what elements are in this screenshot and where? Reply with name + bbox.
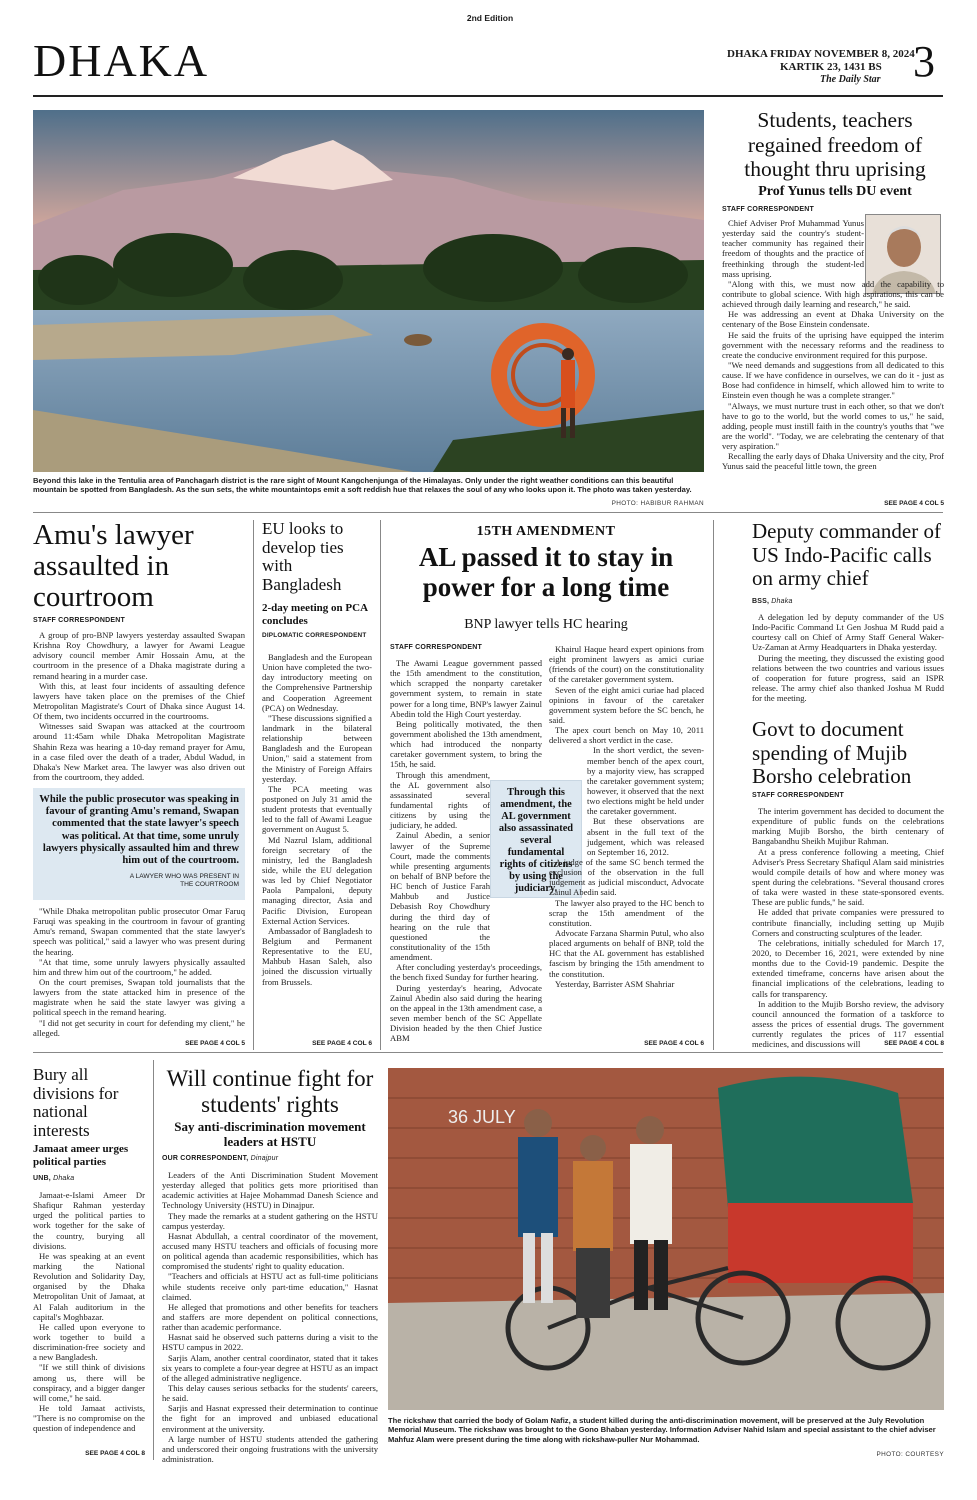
al-para-15: Yesterday, Barrister ASM Shahriar	[555, 978, 675, 989]
yunus-para-6: "Always, we must nurture trust in each other, so that we don't have to go to the world, but the world comes to us," he said, adding, people must instill faith in the country's youths that "we are the world". "Today, we are celebrating the centenary of that very aspiration."	[722, 400, 944, 452]
yunus-jump[interactable]: SEE PAGE 4 COL 5	[884, 500, 944, 507]
amu-para-4: "While Dhaka metropolitan public prosecutor Omar Faruq Faruqi was speaking in the courtroom in favour of granting Amu's remand, Swapan commented that the state lawyer's speech was political," said a lawyer who was present during the hearing.	[33, 906, 245, 957]
rickshaw-photo	[388, 1068, 944, 1410]
amu-pullquote-box	[33, 788, 245, 900]
amu-jump[interactable]: SEE PAGE 4 COL 5	[185, 1040, 245, 1047]
yunus-para-7: Recalling the early days of Dhaka University and the city, Prof Yunus said the peaceful little town, the green	[722, 451, 944, 472]
jamaat-para-2: He was speaking at an event marking the National Revolution and Solidarity Day, organised by the Dhaka Metropolitan Unit of Jamaat, at Al Falah auditorium in the capital's Moghbazar.	[33, 1250, 145, 1322]
jamaat-para-4: "If we still think of divisions among us, there will be conspiracy, and a bigger danger will come," he said.	[33, 1362, 145, 1403]
us-byline-agency: BSS	[752, 598, 767, 605]
al-body-col2	[549, 644, 704, 989]
yunus-para-3: He was addressing an event at Dhaka University on the centenary of the Bose Einstein condensate.	[722, 309, 944, 330]
us-para-1: A delegation led by deputy commander of the US Indo-Pacific Command Lt Gen Joshua M Rudd paid a courtesy call on Chief of Army Staff General Waker-Uz-Zaman at Army Headquarters in Dhaka yesterday.	[752, 612, 944, 653]
jamaat-headline: Bury all divisions for national interests	[33, 1065, 119, 1141]
al-pullquote: Through this amendment, the AL government also assassinated several fundamental rights of citizens by using the judiciary.	[498, 787, 574, 894]
mujib-para-4: The celebrations, initially scheduled for March 17, 2020, to December 16, 2021, were extended by nine months due to the Covid-19 pandemic. Despite the extended timeframe, concerns have arisen about the financial implications of the celebrations, leading to calls for transparency.	[752, 937, 944, 999]
eu-subhead: 2-day meeting on PCA concludes	[262, 602, 368, 627]
al-para-1: The Awami League government passed the 15th amendment to the constitution, which scrapped the nonparty caretaker government system, to remain in state power for a long time, BNP's lawyer Zainul Abedin told the High Court yesterday.	[390, 658, 542, 719]
al-para-7: Khairul Haque heard expert opinions from eight prominent lawyers as amici curiae (friends of the court) on the constitutionality of the caretaker government system.	[549, 644, 704, 685]
amu-body-1	[33, 630, 245, 782]
amu-pullquote-attribution: A LAWYER WHO WAS PRESENT IN THE COURTROOM	[129, 873, 239, 888]
mujib-body	[752, 806, 944, 1049]
lake-photo	[33, 110, 704, 472]
hstu-headline: Will continue fight for students' rights	[166, 1066, 374, 1117]
hstu-para-1: Leaders of the Anti Discrimination Student Movement yesterday alleged that politics gets more prioritised than academic activities at Hajee Mohammad Danesh Science and Technology University (HSTU) in Dinajpur.	[162, 1170, 378, 1211]
al-para-10: In the short verdict, the seven-member bench of the apex court, by a majority view, has scrapped the caretaker government system; however, it observed that the next two elections might be held under the caretaker government.	[587, 745, 704, 817]
al-para-5: After concluding yesterday's proceedings, the bench fixed Sunday for further hearing.	[390, 962, 542, 983]
hstu-byline-author: OUR CORRESPONDENT	[162, 1155, 247, 1162]
hstu-para-9: Sarjis and Hasnat expressed their determination to continue the fight for an improved and unbiased educational environment at the university.	[162, 1403, 378, 1434]
eu-left-rule	[253, 520, 254, 1050]
us-byline: BSS, Dhaka	[752, 598, 793, 605]
masthead-bangla-date: KARTIK 23, 1431 BS	[780, 61, 882, 73]
mujib-jump[interactable]: SEE PAGE 4 COL 8	[884, 1040, 944, 1047]
hstu-para-3: Hasnat Abdullah, a central coordinator of the movement, accused many HSTU teachers and officials of focusing more on political agenda than academic responsibilities, which has compromised the students' right to quality education.	[162, 1230, 378, 1272]
yunus-byline: STAFF CORRESPONDENT	[722, 206, 814, 213]
amu-para-6: On the court premises, Swapan told journalists that the lawyers from the state attacked him in presence of the magistrate when he said the state lawyer was giving a political speech in the remand hearing.	[33, 976, 245, 1018]
hstu-left-rule	[153, 1060, 154, 1460]
mujib-para-5: In addition to the Mujib Borsho review, the advisory council announced the formation of a taskforce to assess the prices of essential drugs. The government currently regulates the prices of 117 essential medicines, and discussions will	[752, 998, 944, 1050]
jamaat-body	[33, 1190, 145, 1433]
rickshaw-photo-caption: The rickshaw that carried the body of Golam Nafiz, a student killed during the anti-discrimination movement, will be preserved at the July Revolution Memorial Museum. The rickshaw was brought to the Gono Bhaban yesterday. Information Adviser Nahid Islam and special assistant to the chief adviser Mahfuz Alam were present during the time along with rickshaw-puller Nur Mohammad.	[388, 1416, 936, 1444]
wall-graffiti-1: 36 JULY	[448, 1107, 516, 1127]
jamaat-byline: UNB, Dhaka	[33, 1175, 75, 1182]
hstu-byline-place: Dinajpur	[250, 1155, 279, 1162]
yunus-body	[722, 218, 944, 472]
al-kicker: 15TH AMENDMENT	[476, 524, 616, 539]
amu-byline: STAFF CORRESPONDENT	[33, 617, 125, 624]
amu-para-5: "At that time, some unruly lawyers physically assaulted him and threw him out of the courtroom," he added.	[33, 956, 245, 977]
hstu-para-10: A large number of HSTU students attended the gathering and underscored their ongoing frustrations with the university administration.	[162, 1433, 378, 1464]
hstu-body	[162, 1170, 378, 1464]
al-subhead: BNP lawyer tells HC hearing	[464, 617, 628, 632]
yunus-subhead: Prof Yunus tells DU event	[758, 184, 912, 199]
al-left-rule	[380, 520, 381, 1050]
amu-para-3: Witnesses said Swapan was attacked at the courtroom around 11:45am while Dhaka Metropolitan Magistrate Shahin Reza was hearing a 10-day remand prayer for Amu, in a case filed over the death of a trader, Abdul Wadud, in Dhaka's New Market area. The lawyer was also driven out from the courtroom, they added.	[33, 721, 245, 782]
jamaat-para-3: He called upon everyone to work together to build a discrimination-free society and a new Bangladesh.	[33, 1321, 145, 1363]
masthead-paper-logo: The Daily Star	[820, 74, 881, 85]
al-jump[interactable]: SEE PAGE 4 COL 6	[644, 1040, 704, 1047]
us-byline-place: Dhaka	[771, 598, 793, 605]
page-number: 3	[913, 37, 935, 86]
hstu-para-5: He alleged that promotions and other benefits for teachers and staffers are more dependent on political connections, rather than academic performance.	[162, 1301, 378, 1333]
rickshaw-photo-illustration	[388, 1068, 944, 1410]
rickshaw-photo-credit: PHOTO: COURTESY	[876, 1451, 944, 1458]
al-para-3: Through this amendment, the AL government also assassinated several fundamental rights of citizens by using the judiciary, he added.	[390, 769, 490, 831]
masthead-rule	[33, 95, 943, 97]
hstu-para-4: "Teachers and officials at HSTU act as full-time politicians while students receive only part-time education," Hasnat claimed.	[162, 1271, 378, 1302]
jamaat-byline-place: Dhaka	[53, 1175, 75, 1182]
yunus-para-4: He said the fruits of the uprising have equipped the interim government with the necessary reforms and the readiness to create the conducive environment required for this purpose.	[722, 329, 944, 360]
upper-section-rule	[33, 512, 943, 513]
al-para-6: During yesterday's hearing, Advocate Zainul Abedin also said during the hearing on the appeal in the 13th amendment case, a seven member bench of the SC Appellate Division headed by the then Chief Justice ABM	[390, 982, 543, 1044]
hstu-para-7: Sarjis Alam, another central coordinator, stated that it takes six years to complete a four-year degree at HSTU as an impact of the alleged administrative negligence.	[162, 1352, 378, 1383]
al-para-14: Advocate Farzana Sharmin Putul, who also placed arguments on behalf of BNP, told the HC that the AL government has established fascism by bringing the 15th amendment to the constitution.	[549, 927, 704, 979]
lake-photo-caption: Beyond this lake in the Tentulia area of Panchagarh district is the rare sight of Mount Kangchenjunga of the Himalayas. Only under the right weather conditions can this beautiful mountain be spotted from Bangladesh. As the sun sets, the white mountaintops emit a soft reddish hue that relaxes the soul of any who looks upon it. The photo was taken yesterday.	[33, 476, 692, 495]
mujib-headline: Govt to document spending of Mujib Borsho celebration	[752, 717, 912, 789]
yunus-headline: Students, teachers regained freedom of thought thru uprising	[744, 108, 926, 182]
mujib-para-2: At a press conference following a meeting, Chief Adviser's Press Secretary Shafiqul Alam said ministries would compile details of how and where money was spent during the celebrations. "Several thousand crores of taka were wasted in these state-sponsored events. These are public funds," he said.	[752, 846, 944, 908]
lake-photo-credit: PHOTO: HABIBUR RAHMAN	[611, 500, 704, 507]
al-para-2: Being politically motivated, the then government abolished the 13th amendment, which had introduced the nonparty caretaker government system, to bring the 15th, he said.	[390, 718, 542, 770]
eu-body	[262, 652, 372, 987]
amu-pullquote: While the public prosecutor was speaking in favour of granting Amu's remand, Swapan commented that the state lawyer's speech was political. At that time, some unruly lawyers physically assaulted him and threw him out of the courtroom.	[39, 794, 239, 866]
jamaat-jump[interactable]: SEE PAGE 4 COL 8	[85, 1450, 145, 1457]
eu-para-1: Bangladesh and the European Union have completed the two-day introductory meeting on the Comprehensive Partnership and Cooperation Agreement (PCA) on Wednesday.	[262, 652, 372, 713]
eu-headline: EU looks to develop ties with Bangladesh	[262, 519, 344, 595]
masthead-date: DHAKA FRIDAY NOVEMBER 8, 2024	[727, 48, 915, 60]
us-headline: Deputy commander of US Indo-Pacific calls on army chief	[752, 519, 941, 591]
al-para-13: The lawyer also prayed to the HC bench to scrap the 15th amendment of the constitution.	[549, 897, 704, 928]
eu-para-5: Ambassador of Bangladesh to Belgium and Permanent Representative to the EU, Mahbub Hasan Saleh, also joined the discussion virtually from Brussels.	[262, 925, 372, 987]
eu-jump[interactable]: SEE PAGE 4 COL 6	[312, 1040, 372, 1047]
al-headline: AL passed it to stay in power for a long time	[418, 542, 674, 603]
amu-headline: Amu's lawyer assaulted in courtroom	[33, 519, 194, 614]
mujib-para-1: The interim government has decided to document the expenditure of public funds on the celebrations marking Mujib Borsho, the birth centenary of Bangabandhu Sheikh Mujibur Rahman.	[752, 806, 944, 847]
hstu-subhead: Say anti-discrimination movement leaders at HSTU	[174, 1119, 366, 1149]
hstu-byline: OUR CORRESPONDENT, Dinajpur	[162, 1155, 279, 1162]
al-para-8: Seven of the eight amici curiae had placed opinions in favour of the caretaker government system before the SC bench, he said.	[549, 684, 704, 725]
us-para-2: During the meeting, they discussed the existing good relations between the two countries and various issues of cooperation for future progress, said an ISPR release. The army chief also thanked Joshua M Rudd for the meeting.	[752, 652, 944, 704]
eu-para-3: The PCA meeting was postponed on July 31 amid the student protests that eventually led to the fall of Awami League government on August 5.	[262, 783, 372, 835]
jamaat-para-5: He told Jamaat activists, "There is no compromise on the question of independence and	[33, 1402, 145, 1434]
al-para-11: But these observations are absent in the full text of the judgement, which was released on September 16, 2012.	[587, 816, 704, 857]
hstu-para-2: They made the remarks at a student gathering on the HSTU campus yesterday.	[162, 1210, 378, 1231]
jamaat-byline-agency: UNB	[33, 1175, 49, 1182]
al-para-12: A judge of the same SC bench termed the exclusion of the observation in the full judgement as judicial misconduct, Advocate Zainul Abedin said.	[549, 856, 704, 898]
eu-para-2: "These discussions signified a landmark in the bilateral relationship between Bangladesh and the European Union," said a statement from the Ministry of Foreign Affairs yesterday.	[262, 712, 372, 784]
mujib-byline: STAFF CORRESPONDENT	[752, 792, 844, 799]
yunus-para-1: Chief Adviser Prof Muhammad Yunus yesterday said the country's student-teacher community has regained their freedom of thoughts and the practice of freethinking through the student-led mass uprising.	[722, 218, 864, 279]
eu-byline: DIPLOMATIC CORRESPONDENT	[262, 632, 367, 639]
amu-body-2	[33, 906, 245, 1038]
jamaat-para-1: Jamaat-e-Islami Ameer Dr Shafiqur Rahman yesterday urged the political parties to work together for the sake of the country, burying all divisions.	[33, 1190, 145, 1251]
us-body	[752, 612, 944, 703]
us-left-rule	[713, 520, 714, 1050]
jamaat-subhead: Jamaat ameer urges political parties	[33, 1143, 129, 1168]
al-para-4: Zainul Abedin, a senior lawyer of the Supreme Court, made the comments while presenting arguments on behalf of BNP before the HC bench of Justice Farah Mahbub and Justice Debasish Roy Chowdhury during the third day of hearing on the rule that questioned the constitutionality of the 15th amendment.	[390, 830, 490, 963]
hstu-para-8: This delay causes serious setbacks for the students' careers, he said.	[162, 1382, 378, 1404]
amu-para-1: A group of pro-BNP lawyers yesterday assaulted Swapan Krishna Roy Chowdhury, a lawyer for Awami League advisory council member Amir Hossain Amu, at the courtroom in the presence of a Dhaka magistrate during a remand hearing in a murder case.	[33, 630, 245, 681]
al-para-9: The apex court bench on May 10, 2011 delivered a short verdict in the case.	[549, 725, 704, 746]
edition-label: 2nd Edition	[466, 13, 514, 23]
section-title: DHAKA	[33, 35, 210, 86]
amu-para-7: "I did not get security in court for defending my client," he alleged.	[33, 1017, 245, 1038]
eu-para-4: Md Nazrul Islam, additional foreign secretary of the ministry, led the Bangladesh side, while the EU delegation was led by Chief Negotiator Paola Pampaloni, deputy managing director, Asia and Pacific Division, European External Action Services.	[262, 834, 372, 926]
amu-para-2: With this, at least four incidents of assaulting defence lawyers have taken place on the premises of the Chief Metropolitan Magistrate's Court of Dhaka since August 14. Of them, two incidents occurred in the courtrooms.	[33, 680, 245, 722]
hstu-para-6: Hasnat said he observed such patterns during a visit to the HSTU campus in 2022.	[162, 1332, 378, 1353]
yunus-para-5: "We need demands and suggestions from all dedicated to this cause. If we have confidence in ourselves, we can do it - just as Bose had confidence in himself, which allowed him to write to Einstein even though he was a complete stranger."	[722, 359, 944, 401]
al-byline: STAFF CORRESPONDENT	[390, 644, 482, 651]
yunus-para-2: "Along with this, we must now add the capability to contribute to global science. With high aspirations, this can be achieved through daily learning and research," he said.	[722, 278, 944, 310]
lower-section-rule	[33, 1052, 943, 1053]
mujib-para-3: He added that private companies were pressured to contribute financially, including setting up Mujib Corners and constructing sculptures of the leader.	[752, 907, 944, 938]
lake-photo-illustration	[33, 110, 704, 472]
